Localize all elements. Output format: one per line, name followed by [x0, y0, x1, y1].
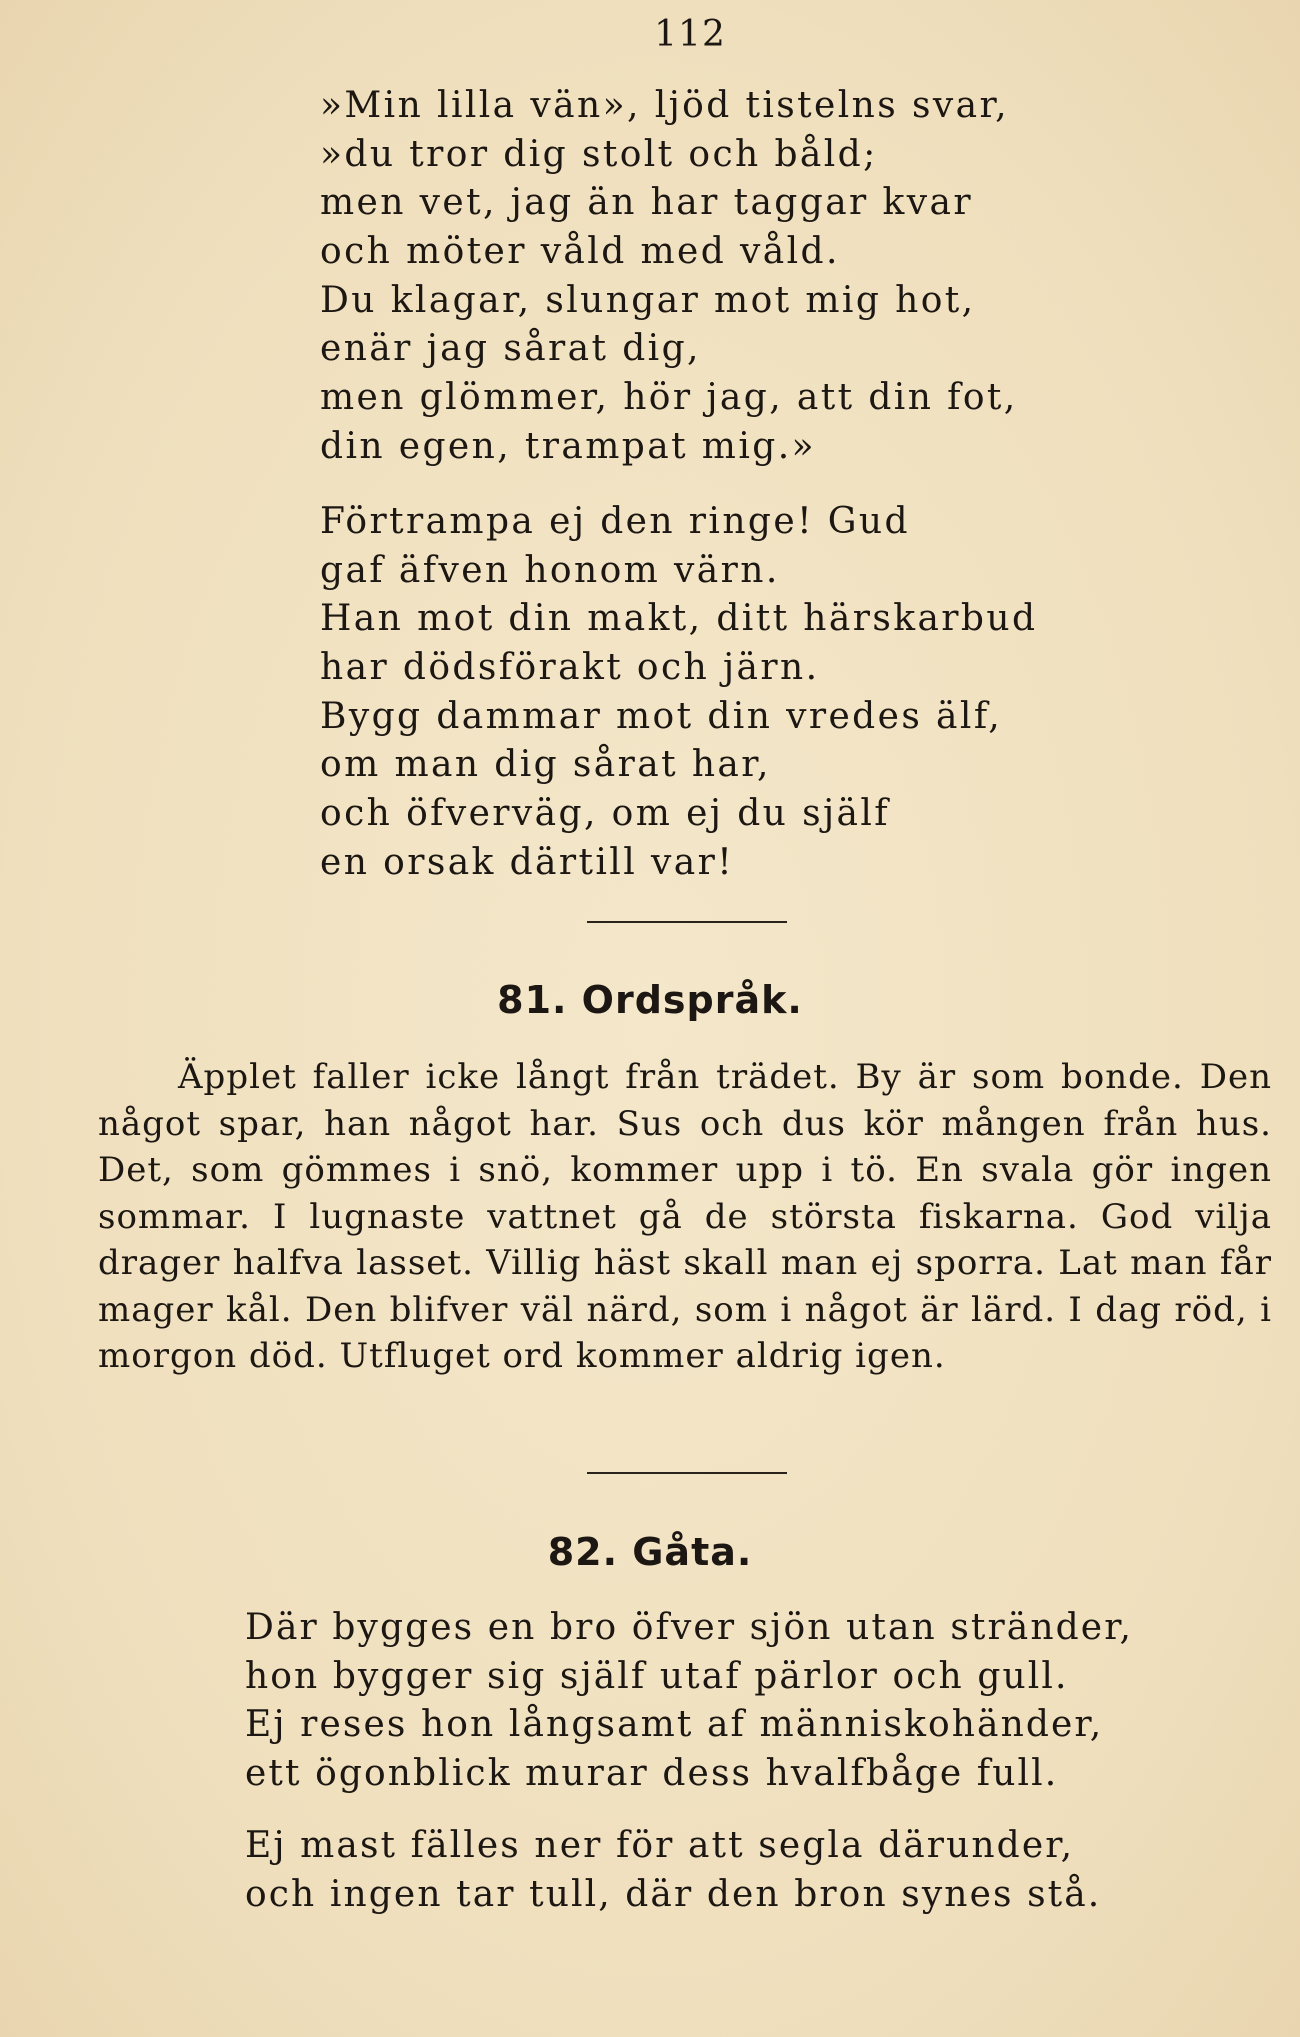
section-divider: [587, 921, 787, 923]
poem-line: en orsak därtill var!: [320, 841, 735, 883]
riddle-line: hon bygger sig själf utaf pärlor och gull.: [245, 1655, 1069, 1697]
poem-line: »du tror dig stolt och båld;: [320, 133, 878, 175]
poem-stanza-1: [320, 82, 1018, 472]
riddle-line: och ingen tar tull, där den bron synes stå.: [245, 1873, 1102, 1915]
poem-line: och öfverväg, om ej du själf: [320, 793, 891, 835]
poem-line: din egen, trampat mig.»: [320, 425, 816, 467]
riddle-stanza-2: [245, 1822, 1101, 1919]
section-heading-gata: 82. Gåta.: [547, 1530, 753, 1574]
poem-line: och möter våld med våld.: [320, 231, 840, 273]
poem-line: men glömmer, hör jag, att din fot,: [320, 377, 1018, 419]
poem-line: Förtrampa ej den ringe! Gud: [320, 501, 910, 542]
section-divider: [587, 1472, 787, 1474]
poem-line: Du klagar, slungar mot mig hot,: [320, 279, 976, 321]
poem-line: »Min lilla vän», ljöd tistelns svar,: [320, 85, 1009, 126]
poem-line: Bygg dammar mot din vredes älf,: [320, 695, 1003, 737]
riddle-line: ett ögonblick murar dess hvalfbåge full.: [245, 1753, 1059, 1795]
riddle-line: Ej reses hon långsamt af människohänder,: [245, 1704, 1104, 1746]
riddle-stanza-1: [245, 1604, 1133, 1799]
riddle-line: Ej mast fälles ner för att segla därunder,: [245, 1825, 1075, 1866]
poem-line: Han mot din makt, ditt härskarbud: [320, 598, 1038, 640]
poem-line: har dödsförakt och järn.: [320, 647, 820, 689]
riddle-line: Där bygges en bro öfver sjön utan stränder,: [245, 1607, 1134, 1648]
page-number: 112: [654, 14, 726, 55]
poem-line: enär jag sårat dig,: [320, 328, 701, 370]
section-heading-ordsprak: 81. Ordspråk.: [497, 978, 803, 1022]
poem-line: gaf äfven honom värn.: [320, 549, 780, 591]
poem-stanza-2: [320, 498, 1037, 888]
proverbs-paragraph: Äpplet faller icke långt från trädet. By är som bonde. Den något spar, han något har. Sus och dus kör mången från hus. Det, som gömmes i snö, kommer upp i tö. En svala gör ingen sommar. I lugnaste vattnet gå de största fiskarna. God vilja drager halfva lasset. Villig häst skall man ej sporra. Lat man får mager kål. Den blifver väl närd, som i något är lärd. I dag röd, i morgon död. Utfluget ord kommer aldrig igen.: [98, 1057, 1272, 1376]
poem-line: men vet, jag än har taggar kvar: [320, 182, 973, 224]
poem-line: om man dig sårat har,: [320, 744, 771, 786]
